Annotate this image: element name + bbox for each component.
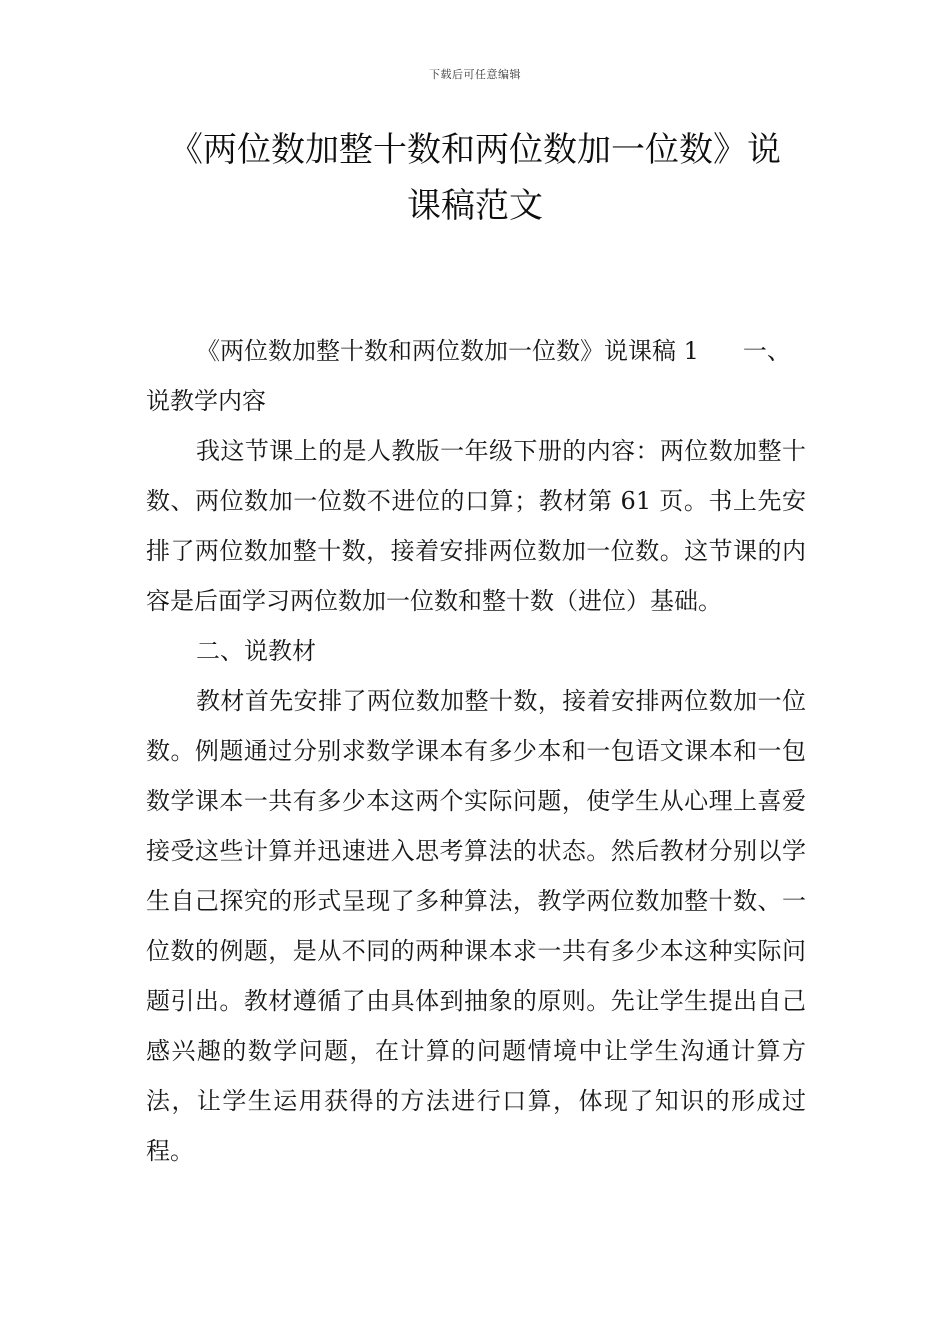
document-title-line-2: 课稿范文 bbox=[407, 186, 543, 226]
section-heading bbox=[146, 326, 806, 376]
heading-teaching-material: 二、说教材 bbox=[196, 637, 316, 665]
paragraph-teaching-content: 我这节课上的是人教版一年级下册的内容：两位数加整十数、两位数加一位数不进位的口算；教材第 61 页。书上先安排了两位数加整十数，接着安排两位数加一位数。这节课的内容是后面学习两位数加一位数和整十数（进位）基础。 bbox=[146, 437, 806, 615]
paragraph-teaching-material: 教材首先安排了两位数加整十数，接着安排两位数加一位数。例题通过分别求数学课本有多少本和一包语文课本和一包数学课本一共有多少本这两个实际问题，使学生从心理上喜爱接受这些计算并迅速进入思考算法的状态。然后教材分别以学生自己探究的形式呈现了多种算法，教学两位数加整十数、一位数的例题，是从不同的两种课本求一共有多少本这种实际问题引出。教材遵循了由具体到抽象的原则。先让学生提出自己感兴趣的数学问题，在计算的问题情境中让学生沟通计算方法，让学生运用获得的方法进行口算，体现了知识的形成过程。 bbox=[146, 687, 806, 1165]
section-heading-number: 一、 bbox=[742, 337, 791, 365]
section-heading-title: 《两位数加整十数和两位数加一位数》说课稿 1 bbox=[196, 337, 699, 365]
header-note: 下载后可任意编辑 bbox=[429, 68, 521, 81]
document-title-line-1: 《两位数加整十数和两位数加一位数》说 bbox=[169, 130, 781, 170]
document-title bbox=[150, 122, 800, 234]
section-heading-continuation: 说教学内容 bbox=[146, 387, 266, 415]
document-body bbox=[146, 326, 806, 1176]
